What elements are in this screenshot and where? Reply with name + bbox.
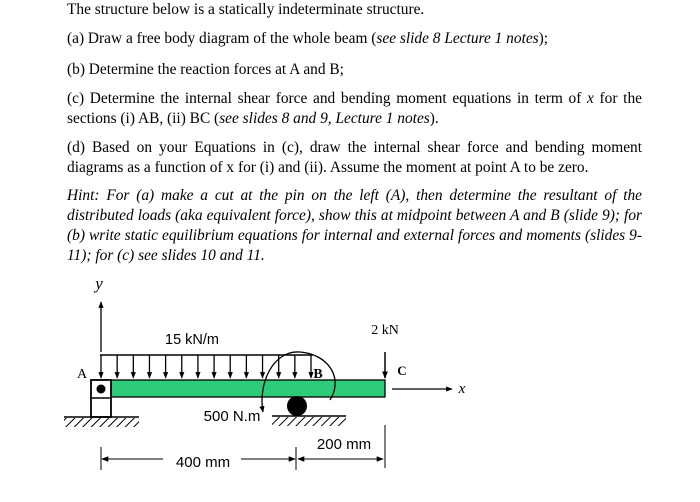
part-c-var: x: [587, 90, 594, 107]
part-a-end: );: [538, 30, 549, 47]
moment-label: 500 N.m: [203, 408, 261, 425]
part-a-ref: see slide 8 Lecture 1 notes: [376, 30, 539, 47]
part-d-text: (d) Based on your Equations in (c), draw the internal shear force and bending moment diagrams as a function of x for (i) and (ii). Assume the moment at point A to be zero.: [67, 139, 642, 176]
label-b: B: [313, 367, 323, 382]
hint-text: Hint: For (a) make a cut at the pin on the left (A), then determine the resultant of the distributed loads (aka equivalent force), show this at midpoint between A and B (slide 9); for (b) write static equilibrium equations for internal and external forces and moments (slides 9-11); for (c) see slides 10 and 11.: [67, 187, 642, 264]
part-a-main: (a) Draw a free body diagram of the whole beam (: [67, 30, 377, 47]
ground-a-hatch: [64, 418, 139, 427]
dim-ab-label: 400 mm: [175, 454, 231, 471]
part-c-ref: see slides 8 and 9, Lecture 1 notes: [219, 110, 430, 127]
pin-a: [97, 385, 106, 394]
ground-b-hatch: [272, 417, 346, 426]
intro-text: The structure below is a statically indeterminate structure.: [67, 1, 425, 18]
roller-b: [287, 396, 307, 416]
part-c-main: (c) Determine the internal shear force and bending moment equations in term of: [67, 90, 588, 107]
label-c: C: [397, 363, 407, 378]
part-b-text: (b) Determine the reaction forces at A and B;: [67, 61, 344, 78]
point-load-label: 2 kN: [371, 323, 399, 338]
label-a: A: [76, 367, 88, 382]
y-axis-label: y: [95, 274, 103, 293]
part-c-mid: for the sections (i) AB, (ii) BC (: [67, 90, 642, 127]
dim-bc-label: 200 mm: [316, 436, 372, 453]
distributed-load-label: 15 kN/m: [165, 332, 219, 348]
beam: [92, 380, 385, 397]
x-axis-label: x: [458, 381, 466, 397]
part-c-end: ).: [429, 110, 439, 127]
